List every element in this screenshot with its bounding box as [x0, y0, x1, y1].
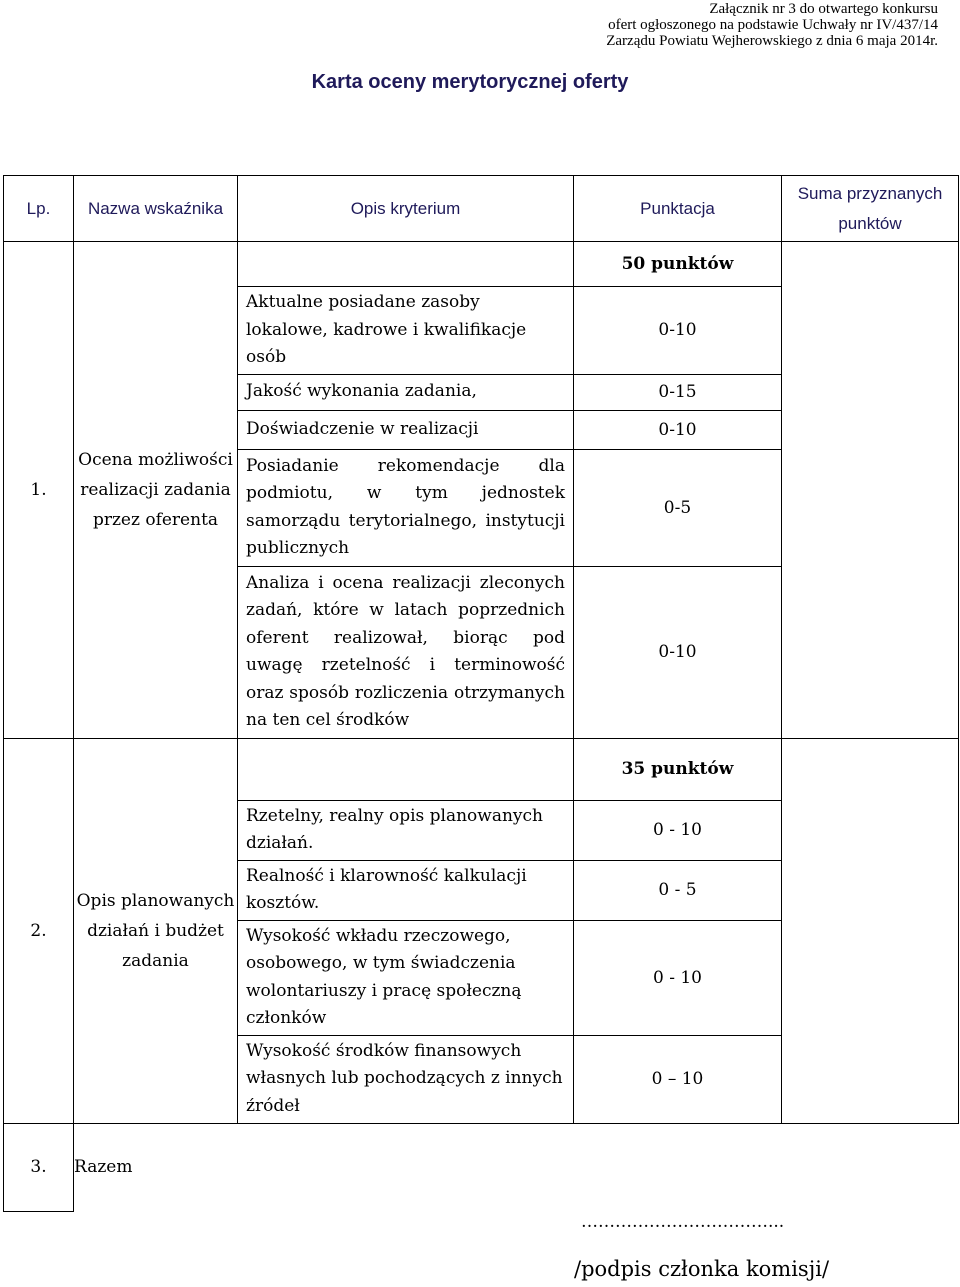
criterion-cell: Realność i klarowność kalkulacji kosztów.	[238, 860, 574, 920]
criterion-cell: Wysokość środków finansowych własnych lub pochodzących z innych źródeł	[238, 1035, 574, 1123]
criterion-cell: Posiadanie rekomendacje dla podmiotu, w tym jednostek samorządu terytorialnego, instytucji publicznych	[238, 449, 574, 566]
points-cell: 0-10	[574, 287, 782, 375]
points-cell: 0 - 10	[574, 920, 782, 1035]
section2-total-blank	[238, 738, 574, 800]
evaluation-table	[3, 175, 959, 1212]
header-sum: Suma przyznanych punktów	[782, 176, 959, 242]
section3-lp: 3.	[4, 1123, 74, 1211]
signature-label: /podpis członka komisji/	[574, 1257, 830, 1281]
section2-total: 35 punktów	[574, 738, 782, 800]
criterion-cell: Rzetelny, realny opis planowanych działań.	[238, 800, 574, 860]
points-cell: 0-5	[574, 449, 782, 566]
annex-line-1: Załącznik nr 3 do otwartego konkursu	[709, 1, 938, 17]
points-cell: 0 – 10	[574, 1035, 782, 1123]
section1-name: Ocena możliwości realizacji zadania przez oferenta	[74, 242, 238, 739]
header-row	[4, 176, 959, 242]
criterion-cell: Doświadczenie w realizacji	[238, 410, 574, 449]
section1-total: 50 punktów	[574, 242, 782, 287]
signature-line: ……………………………...	[581, 1212, 785, 1232]
section1-total-row	[4, 242, 959, 287]
header-points: Punktacja	[574, 176, 782, 242]
section1-lp: 1.	[4, 242, 74, 739]
header-name: Nazwa wskaźnika	[74, 176, 238, 242]
section2-score-cell	[782, 738, 959, 1123]
annex-line-2: ofert ogłoszonego na podstawie Uchwały nr IV/437/14	[608, 17, 938, 33]
header-lp: Lp.	[4, 176, 74, 242]
criterion-cell: Aktualne posiadane zasoby lokalowe, kadrowe i kwalifikacje osób	[238, 287, 574, 375]
points-cell: 0-10	[574, 410, 782, 449]
criterion-cell: Jakość wykonania zadania,	[238, 374, 574, 410]
razem-label: Razem	[74, 1156, 133, 1177]
section2-total-row	[4, 738, 959, 800]
section2-lp: 2.	[4, 738, 74, 1123]
points-cell: 0 - 5	[574, 860, 782, 920]
criterion-cell: Analiza i ocena realizacji zleconych zadań, które w latach poprzednich oferent realizował, biorąc pod uwagę rzetelność i terminowość oraz sposób rozliczenia otrzymanych na ten cel środków	[238, 566, 574, 738]
section3-label	[74, 1123, 959, 1211]
points-cell: 0 - 10	[574, 800, 782, 860]
document-title: Karta oceny merytorycznej oferty	[311, 71, 629, 93]
section1-total-blank	[238, 242, 574, 287]
criterion-cell: Wysokość wkładu rzeczowego, osobowego, w tym świadczenia wolontariuszy i pracę społeczną członków	[238, 920, 574, 1035]
section2-name: Opis planowanych działań i budżet zadania	[74, 738, 238, 1123]
points-cell: 0-10	[574, 566, 782, 738]
points-cell: 0-15	[574, 374, 782, 410]
annex-note	[606, 1, 938, 49]
header-criterion: Opis kryterium	[238, 176, 574, 242]
section1-score-cell	[782, 242, 959, 739]
total-row	[4, 1123, 959, 1211]
annex-line-3: Zarządu Powiatu Wejherowskiego z dnia 6 maja 2014r.	[606, 33, 938, 49]
